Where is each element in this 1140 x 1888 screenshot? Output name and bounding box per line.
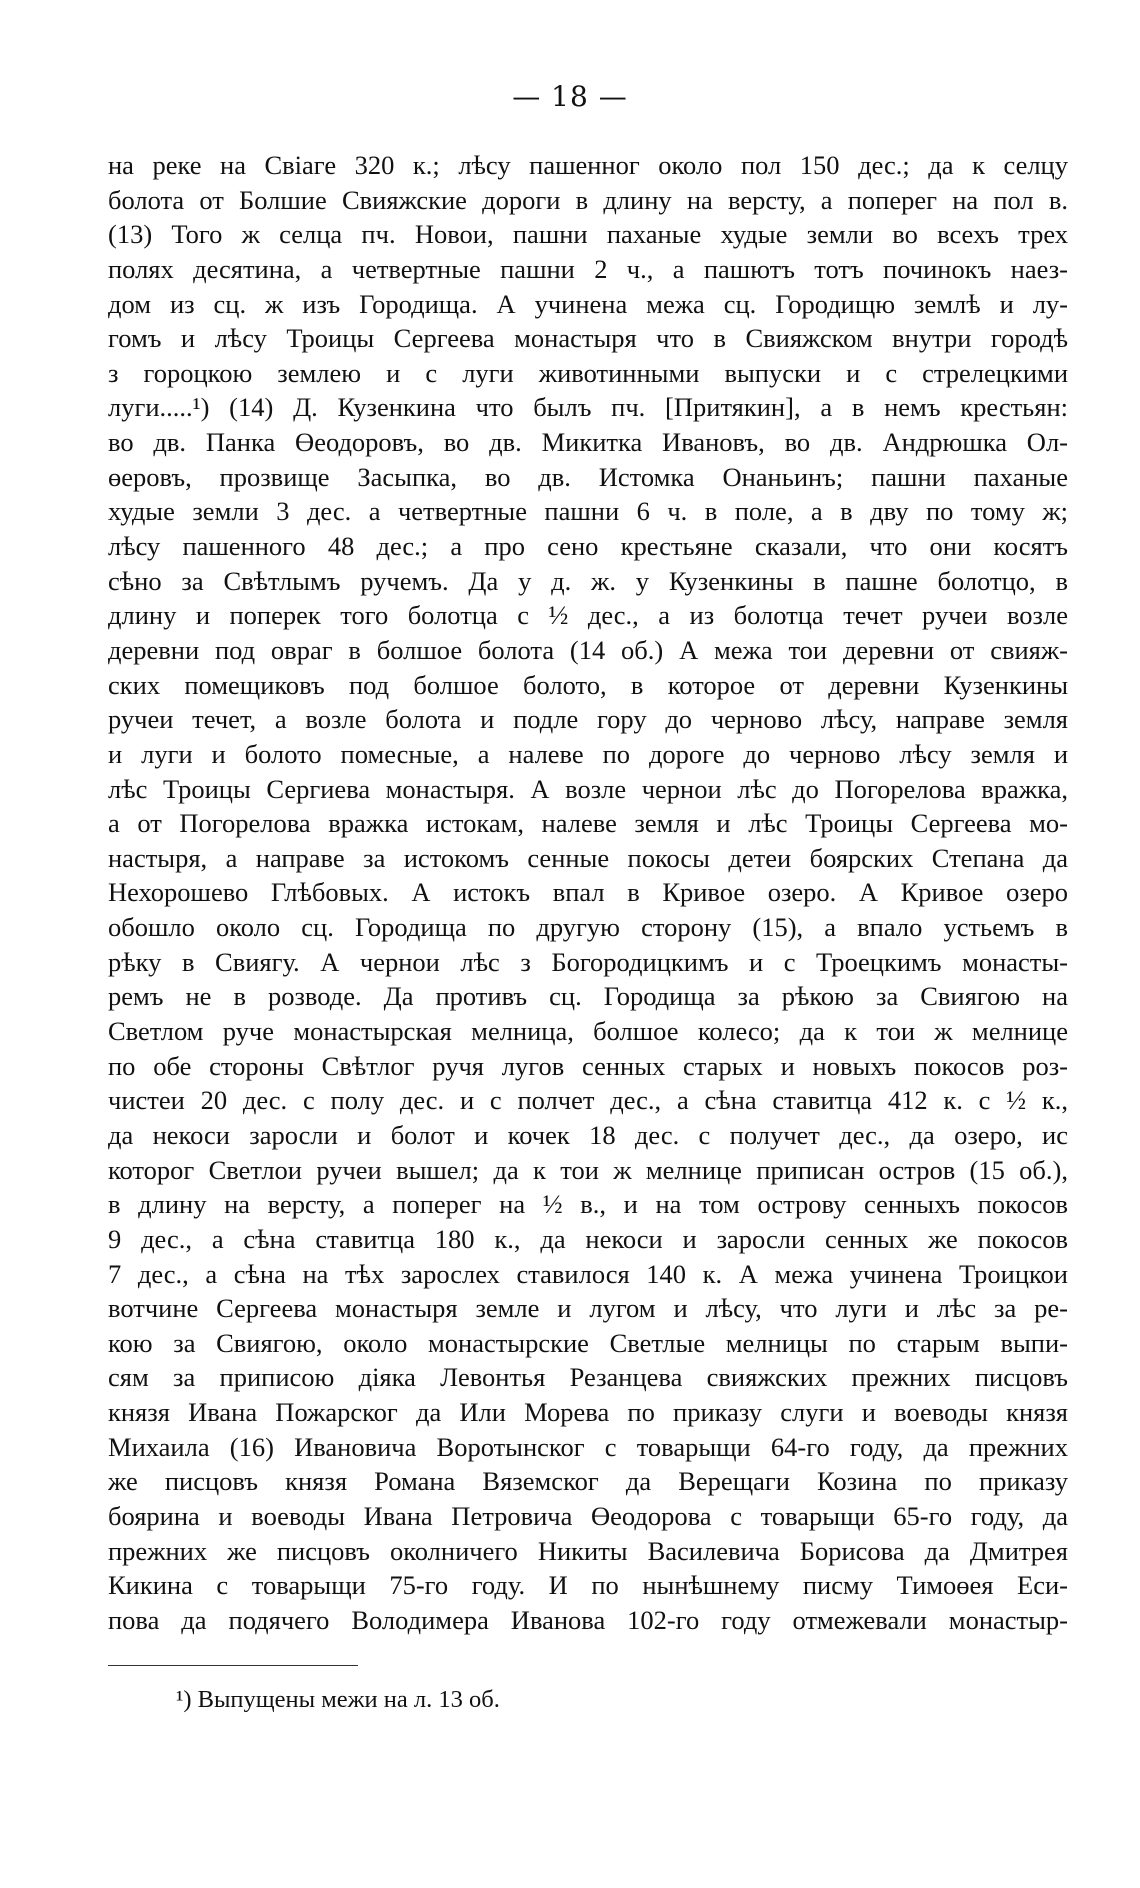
text-line: по обе стороны Свѣтлог ручя лугов сенных старых и новыхъ покосов роз- <box>108 1050 1068 1081</box>
text-line: болота от Болшие Свияжские дороги в длину на версту, а поперег на пол в. <box>108 184 1068 215</box>
text-line: кою за Свиягою, около монастырские Светлые мелницы по старым выпи- <box>108 1327 1068 1358</box>
text-line: полях десятина, а четвертные пашни 2 ч., а пашютъ тотъ починокъ наез- <box>108 253 1068 284</box>
text-line: пова да подячего Володимера Иванова 102-го году отмежевали монастыр- <box>108 1604 1068 1635</box>
body-text <box>108 148 1068 1638</box>
text-line: луги.....¹) (14) Д. Кузенкина что былъ пч. [Притякин], а в немъ крестьян: <box>108 392 1068 423</box>
text-line: чистеи 20 дес. с полу дес. и с полчет дес., а сѣна ставитца 412 к. с ½ к., <box>108 1085 1068 1116</box>
text-line: 9 дес., а сѣна ставитца 180 к., да некоси и заросли сенных же покосов <box>108 1223 1068 1254</box>
text-line: 7 дес., а сѣна на тѣх зарослех ставилося 140 к. А межа учинена Троицкои <box>108 1258 1068 1289</box>
text-line: настыря, а направе за истокомъ сенные покосы детеи боярских Степана да <box>108 842 1068 873</box>
text-line: Светлом руче монастырская мелница, болшое колесо; да к тои ж мелнице <box>108 1016 1068 1047</box>
text-line: ремъ не в розводе. Да противъ сц. Городища за рѣкою за Свиягою на <box>108 981 1068 1012</box>
text-line: князя Ивана Пожарског да Или Морева по приказу слуги и воеводы князя <box>108 1397 1068 1428</box>
text-line: же писцовъ князя Романа Вяземског да Верещаги Козина по приказу <box>108 1466 1068 1497</box>
text-line: ских помещиковъ под болшое болото, в которое от деревни Кузенкины <box>108 669 1068 700</box>
text-line: которог Светлои ручеи вышел; да к тои ж мелнице приписан остров (15 об.), <box>108 1154 1068 1185</box>
text-line: а от Погорелова вражка истокам, налеве земля и лѣс Троицы Сергеева мо- <box>108 808 1068 839</box>
text-line: (13) Того ж селца пч. Новои, пашни паханые худые земли во всехъ трех <box>108 219 1068 250</box>
text-line: и луги и болото помесные, а налеве по дороге до черново лѣсу земля и <box>108 738 1068 769</box>
text-line: сѣно за Свѣтлымъ ручемъ. Да у д. ж. у Кузенкины в пашне болотцо, в <box>108 565 1068 596</box>
text-line: ручеи течет, а возле болота и подле гору до черново лѣсу, направе земля <box>108 704 1068 735</box>
text-line: да некоси заросли и болот и кочек 18 дес. с получет дес., да озеро, ис <box>108 1119 1068 1150</box>
text-line: на реке на Свіаге 320 к.; лѣсу пашенног около пол 150 дес.; да к селцу <box>108 150 1068 180</box>
text-line: вотчине Сергеева монастыря земле и лугом и лѣсу, что луги и лѣс за ре- <box>108 1293 1068 1324</box>
text-line: Нехорошево Глѣбовых. А истокъ впал в Кривое озеро. А Кривое озеро <box>108 877 1068 908</box>
text-line: рѣку в Свиягу. А чернои лѣс з Богородицкимъ и с Троецкимъ монасты- <box>108 946 1068 977</box>
text-line: гомъ и лѣсу Троицы Сергеева монастыря что в Свияжском внутри городѣ <box>108 323 1068 354</box>
text-line: обошло около сц. Городища по другую сторону (15), а впало устьемъ в <box>108 912 1068 943</box>
text-line: лѣс Троицы Сергиева монастыря. А возле чернои лѣс до Погорелова вражка, <box>108 773 1068 804</box>
text-line: во дв. Панка Өеодоровъ, во дв. Микитка Ивановъ, во дв. Андрюшка Ол- <box>108 427 1068 458</box>
text-line: в длину на версту, а поперег на ½ в., и на том острову сенныхъ покосов <box>108 1189 1068 1220</box>
text-line: худые земли 3 дес. а четвертные пашни 6 ч. в поле, а в дву по тому ж; <box>108 496 1068 527</box>
text-line: боярина и воеводы Ивана Петровича Өеодорова с товарыщи 65-го году, да <box>108 1500 1068 1531</box>
page-number: — 18 — <box>512 80 628 113</box>
text-line: дом из сц. ж изъ Городища. А учинена межа сц. Городищю землѣ и лу- <box>108 288 1068 319</box>
text-line: лѣсу пашенного 48 дес.; а про сено крестьяне сказали, что они косятъ <box>108 531 1068 562</box>
text-line: Михаила (16) Ивановича Воротынског с товарыщи 64-го году, да прежних <box>108 1431 1068 1462</box>
footnote: ¹) Выпущены межи на л. 13 об. <box>176 1686 500 1713</box>
text-line: з гороцкою землею и с луги животинными выпуски и с стрелецкими <box>108 357 1068 388</box>
text-line: Кикина с товарыщи 75-го году. И по нынѣшнему писму Тимоөея Еси- <box>108 1570 1068 1601</box>
text-line: длину и поперек того болотца с ½ дес., а из болотца течет ручеи возле <box>108 600 1068 631</box>
text-line: деревни под овраг в болшое болота (14 об.) А межа тои деревни от свияж- <box>108 634 1068 665</box>
footnote-rule <box>108 1665 358 1666</box>
text-line: прежних же писцовъ околничего Никиты Василевича Борисова да Дмитрея <box>108 1535 1068 1566</box>
text-line: өеровъ, прозвище Засыпка, во дв. Истомка Онаньинъ; пашни паханые <box>108 461 1068 492</box>
text-line: сям за приписою діяка Левонтья Резанцева свияжских прежних писцовъ <box>108 1362 1068 1393</box>
